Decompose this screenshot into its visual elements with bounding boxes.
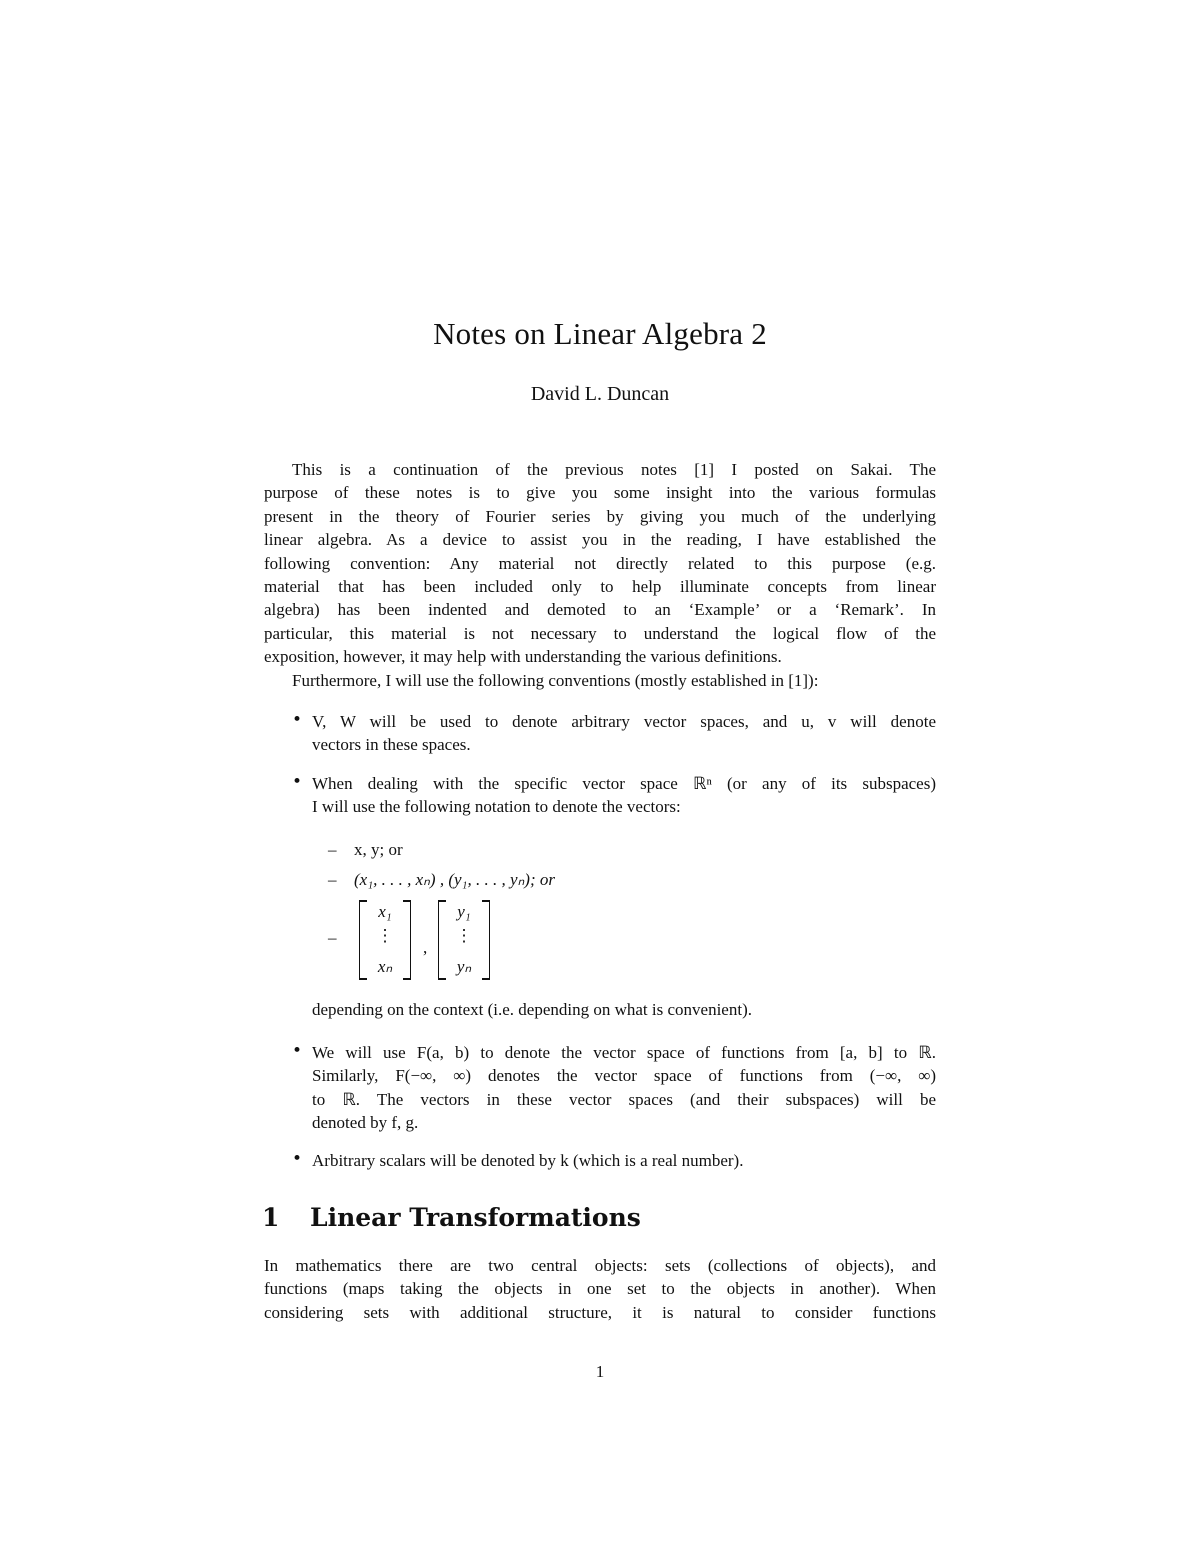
section-heading: Linear Transformations — [310, 1203, 641, 1232]
intro-paragraph — [264, 458, 936, 692]
section-paragraph — [264, 1254, 936, 1324]
bullet-line: We will use F(a, b) to denote the vector space of functions from [a, b] to ℝ. — [312, 1043, 936, 1062]
bullet-marker: • — [292, 1149, 303, 1169]
column-vector-y — [438, 900, 490, 980]
bullet-item-function-spaces — [312, 1041, 936, 1135]
intro-line: present in the theory of Fourier series by giving you much of the underlying — [264, 506, 936, 526]
document-author: David L. Duncan — [530, 383, 670, 405]
section-number: 1 — [262, 1203, 280, 1232]
sub-bullet-marker: – — [328, 840, 337, 859]
column-vector-x — [359, 900, 411, 980]
sub-bullet-marker: – — [328, 870, 337, 889]
furthermore-line: Furthermore, I will use the following conventions (mostly established in [1]): — [292, 670, 819, 690]
section-line: considering sets with additional structure, it is natural to consider functions — [264, 1302, 936, 1322]
bullet-line: When dealing with the specific vector space ℝⁿ (or any of its subspaces) — [312, 774, 936, 793]
matrix-entry: ⋮ — [376, 926, 394, 945]
matrix-entry: yₙ — [456, 957, 472, 976]
intro-line: exposition, however, it may help with understanding the various definitions. — [264, 647, 782, 667]
page-number: 1 — [595, 1362, 605, 1381]
sub-item-tuples: (x₁, . . . , xₙ) , (y₁, . . . , yₙ); or — [354, 870, 555, 889]
intro-line: material that has been included only to help illuminate concepts from linear — [264, 577, 936, 597]
intro-line: following convention: Any material not directly related to this purpose (e.g. — [264, 553, 936, 573]
bullet-line: V, W will be used to denote arbitrary vector spaces, and u, v will denote — [312, 712, 936, 731]
intro-line: linear algebra. As a device to assist you in the reading, I have established the — [264, 530, 936, 550]
intro-line: This is a continuation of the previous notes [1] I posted on Sakai. The — [292, 460, 936, 479]
sub-item-bold-vectors: x, y; or — [354, 840, 403, 859]
bullet-item-scalars — [312, 1149, 936, 1172]
bullet-line: to ℝ. The vectors in these vector spaces (and their subspaces) will be — [312, 1089, 936, 1109]
bullet-continuation: depending on the context (i.e. depending on what is convenient). — [312, 1000, 752, 1019]
matrix-separator: , — [423, 938, 428, 957]
bullet-line: vectors in these spaces. — [312, 735, 471, 755]
section-line: In mathematics there are two central objects: sets (collections of objects), and — [264, 1256, 936, 1275]
bullet-line: denoted by f, g. — [312, 1113, 419, 1133]
bullet-item-vector-spaces — [312, 710, 936, 757]
document-title: Notes on Linear Algebra 2 — [433, 316, 767, 351]
matrix-entry: y₁ — [457, 902, 471, 921]
bullet-line: Arbitrary scalars will be denoted by k (which is a real number). — [312, 1151, 744, 1170]
bullet-marker: • — [292, 710, 303, 730]
intro-line: algebra) has been indented and demoted to an ‘Example’ or a ‘Remark’. In — [264, 600, 936, 620]
intro-line: particular, this material is not necessary to understand the logical flow of the — [264, 623, 936, 643]
intro-line: purpose of these notes is to give you some insight into the various formulas — [264, 483, 936, 503]
bullet-line: I will use the following notation to denote the vectors: — [312, 797, 681, 817]
matrix-entry: xₙ — [377, 957, 393, 976]
bullet-item-rn-notation — [312, 772, 936, 819]
bullet-marker: • — [292, 772, 303, 792]
matrix-entry: ⋮ — [455, 926, 473, 945]
bullet-marker: • — [292, 1041, 303, 1061]
sub-bullet-marker: – — [328, 928, 337, 947]
bullet-line: Similarly, F(−∞, ∞) denotes the vector space of functions from (−∞, ∞) — [312, 1066, 936, 1086]
section-line: functions (maps taking the objects in one set to the objects in another). When — [264, 1279, 936, 1299]
matrix-entry: x₁ — [378, 902, 392, 921]
